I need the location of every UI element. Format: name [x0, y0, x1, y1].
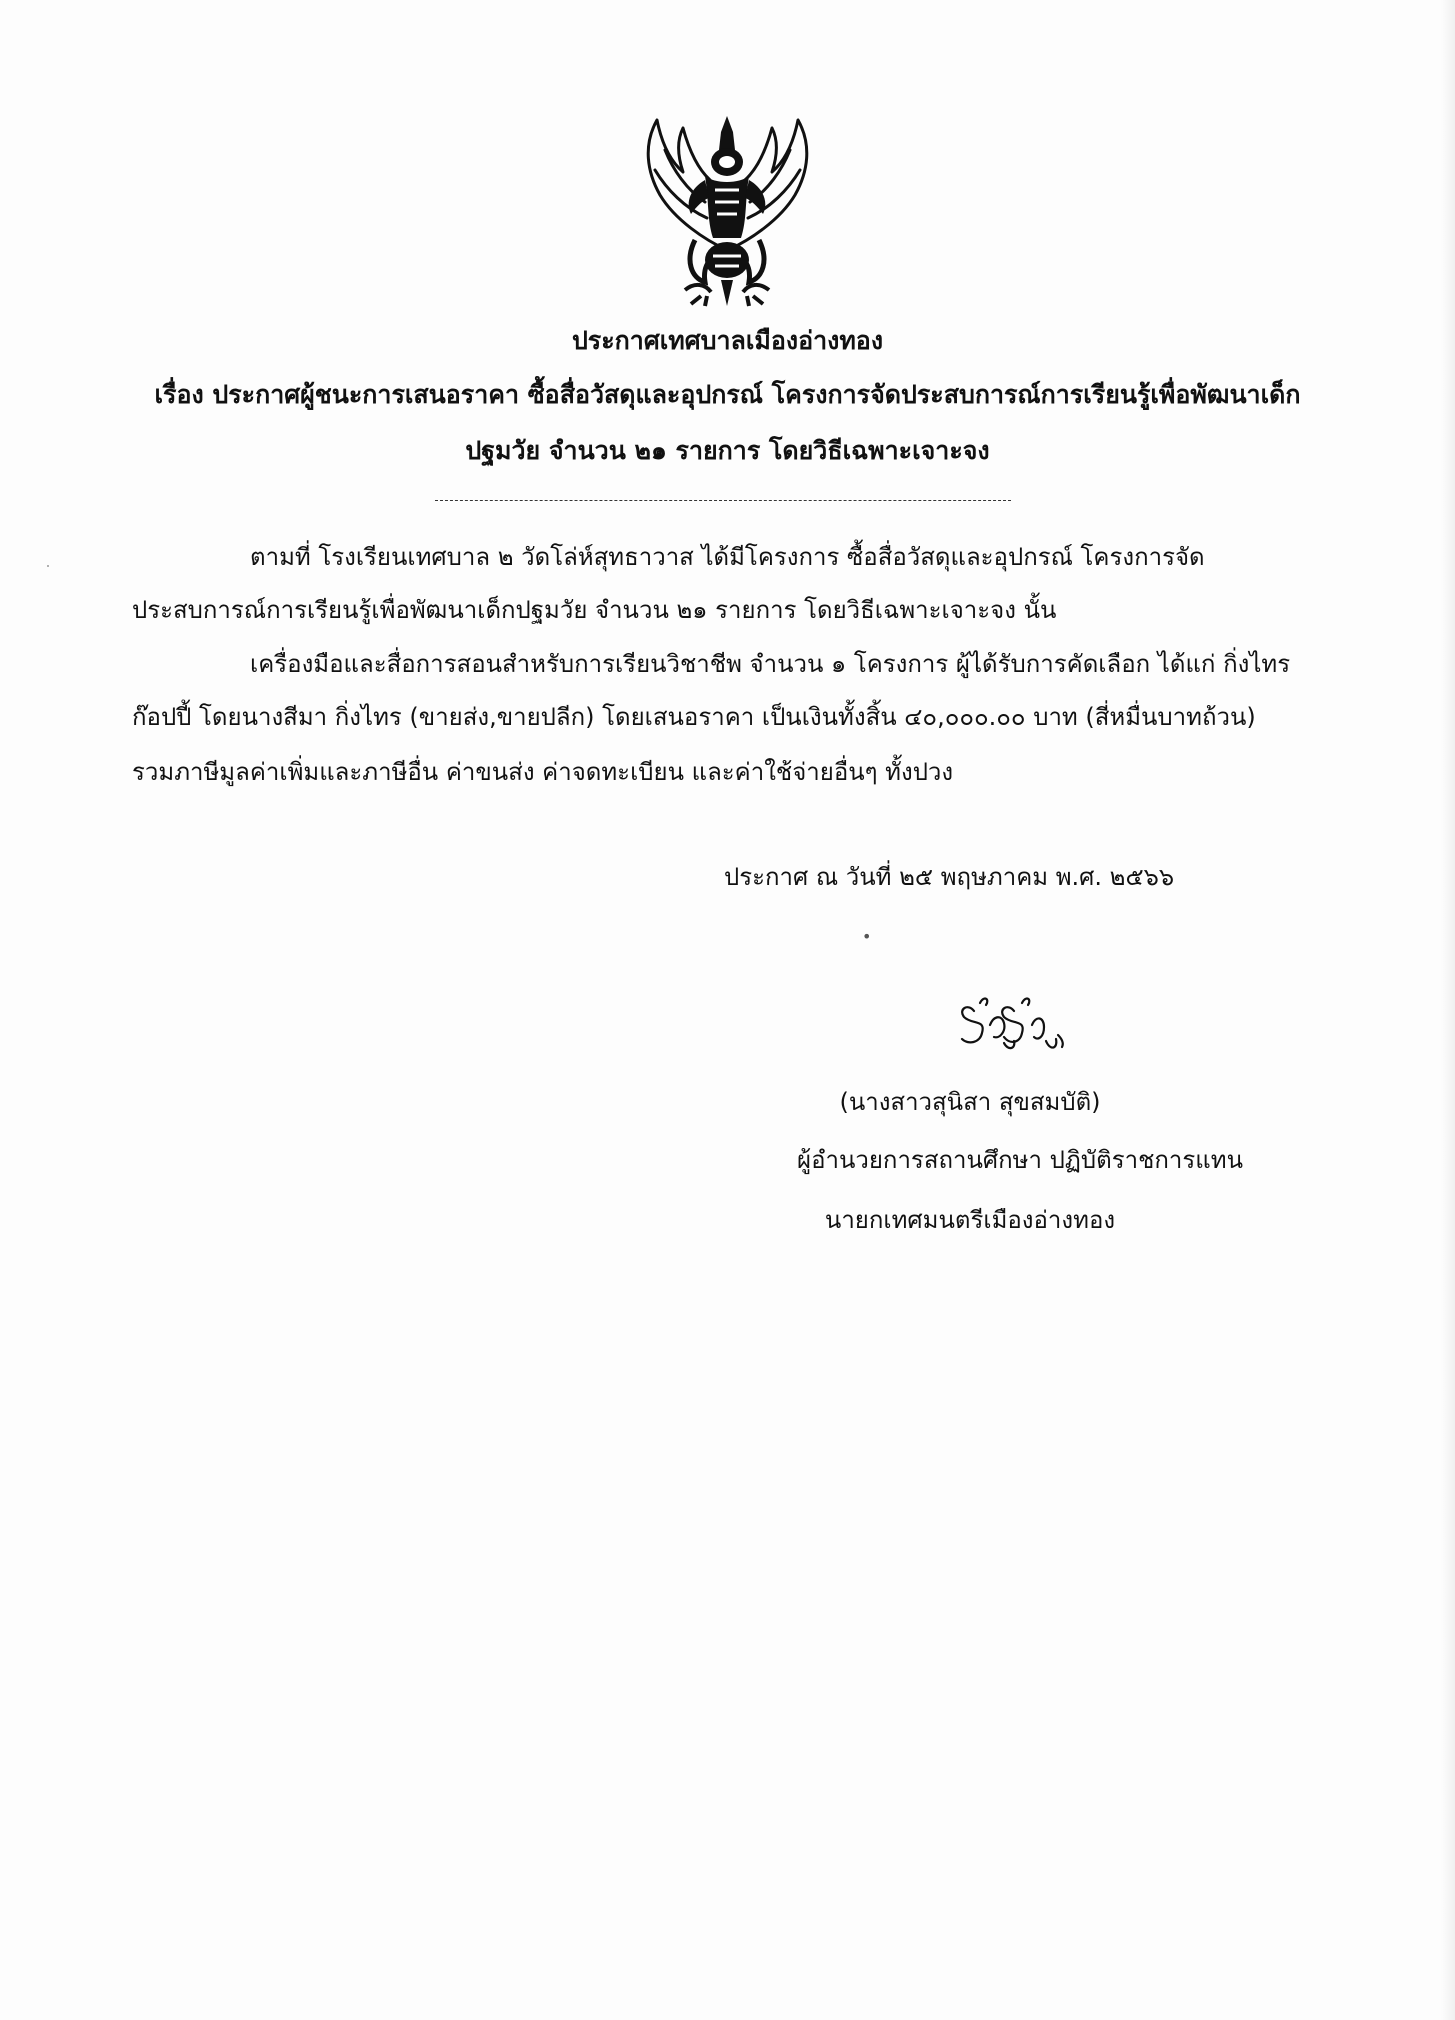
handwritten-signature	[950, 985, 1090, 1065]
paragraph-1-line-1: ตามที่ โรงเรียนเทศบาล ๒ วัดโล่ห์สุทธาวาส ได้มีโครงการ ซื้อสื่อวัสดุและอุปกรณ์ โครงการจัด	[250, 543, 1205, 571]
signatory-name: (นางสาวสุนิสา สุขสมบัติ)	[839, 1088, 1101, 1116]
subject-line-2: ปฐมวัย จำนวน ๒๑ รายการ โดยวิธีเฉพาะเจาะจง	[465, 436, 990, 465]
scan-speck	[47, 565, 49, 567]
scan-mark: •	[862, 927, 872, 946]
signatory-office: นายกเทศมนตรีเมืองอ่างทอง	[824, 1206, 1116, 1234]
separator-rule	[435, 500, 1011, 501]
subject-line-1: เรื่อง ประกาศผู้ชนะการเสนอราคา ซื้อสื่อวัสดุและอุปกรณ์ โครงการจัดประสบการณ์การเรียนรู้เพื่อพัฒนาเด็ก	[154, 380, 1301, 409]
agency-heading: ประกาศเทศบาลเมืองอ่างทอง	[571, 326, 884, 355]
paragraph-2-line-1: เครื่องมือและสื่อการสอนสำหรับการเรียนวิชาชีพ จำนวน ๑ โครงการ ผู้ได้รับการคัดเลือก ได้แก่ กิ่งไทร	[250, 650, 1291, 678]
garuda-emblem-icon	[635, 110, 820, 310]
paragraph-1-line-2: ประสบการณ์การเรียนรู้เพื่อพัฒนาเด็กปฐมวัย จำนวน ๒๑ รายการ โดยวิธีเฉพาะเจาะจง นั้น	[132, 596, 1057, 624]
announcement-date: ประกาศ ณ วันที่ ๒๕ พฤษภาคม พ.ศ. ๒๕๖๖	[724, 863, 1175, 891]
page-edge-shadow	[1441, 0, 1455, 2020]
signatory-position: ผู้อำนวยการสถานศึกษา ปฏิบัติราชการแทน	[797, 1146, 1243, 1174]
paragraph-2-line-3: รวมภาษีมูลค่าเพิ่มและภาษีอื่น ค่าขนส่ง ค่าจดทะเบียน และค่าใช้จ่ายอื่นๆ ทั้งปวง	[132, 758, 954, 786]
paragraph-2-line-2: ก๊อปปี้ โดยนางสีมา กิ่งไทร (ขายส่ง,ขายปลีก) โดยเสนอราคา เป็นเงินทั้งสิ้น ๔๐,๐๐๐.๐๐ บาท (สี่หมื่นบาทถ้วน)	[132, 703, 1256, 731]
